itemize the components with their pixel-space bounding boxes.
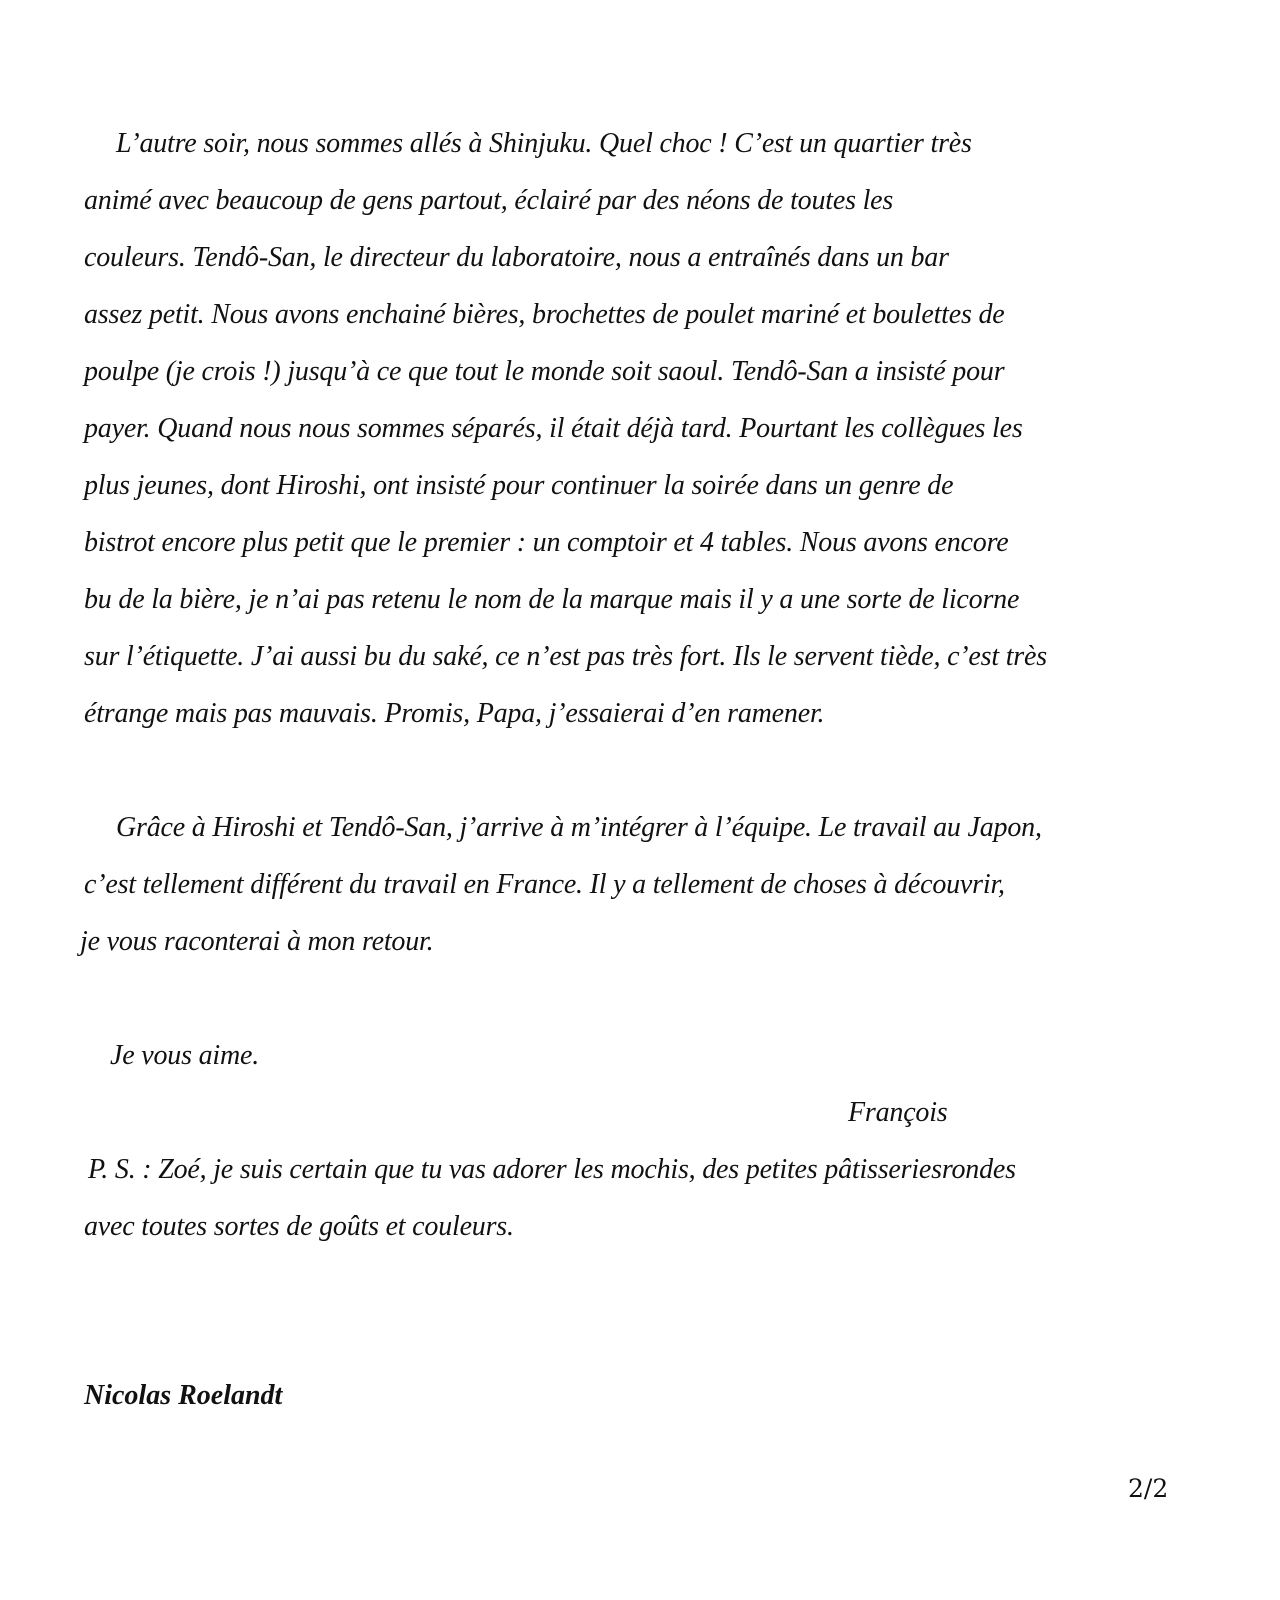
text-line: couleurs. Tendô-San, le directeur du laboratoire, nous a entraînés dans un bar [84,242,949,273]
text-line: assez petit. Nous avons enchainé bières, brochettes de poulet mariné et boulettes de [84,299,1005,330]
text-line: bistrot encore plus petit que le premier : un comptoir et 4 tables. Nous avons encore [84,527,1009,558]
text-line: L’autre soir, nous sommes allés à Shinjuku. Quel choc ! C’est un quartier très [116,128,972,159]
text-line: animé avec beaucoup de gens partout, éclairé par des néons de toutes les [84,185,894,216]
closing-line: Je vous aime. [110,1040,260,1071]
text-line: je vous raconterai à mon retour. [80,926,434,957]
signature: François [848,1097,948,1128]
text-line: Grâce à Hiroshi et Tendô-San, j’arrive à m’intégrer à l’équipe. Le travail au Japon, [116,812,1042,843]
text-line: sur l’étiquette. J’ai aussi bu du saké, ce n’est pas très fort. Ils le servent tiède, c’est très [84,641,1047,672]
text-line: avec toutes sortes de goûts et couleurs. [84,1211,514,1242]
text-line: P. S. : Zoé, je suis certain que tu vas adorer les mochis, des petites pâtisseriesrondes [88,1154,1016,1185]
text-line: payer. Quand nous nous sommes séparés, il était déjà tard. Pourtant les collègues les [84,413,1023,444]
text-line: bu de la bière, je n’ai pas retenu le nom de la marque mais il y a une sorte de licorne [84,584,1020,615]
text-line: poulpe (je crois !) jusqu’à ce que tout le monde soit saoul. Tendô-San a insisté pour [84,356,1005,387]
text-line: plus jeunes, dont Hiroshi, ont insisté pour continuer la soirée dans un genre de [84,470,954,501]
text-line: c’est tellement différent du travail en France. Il y a tellement de choses à découvrir, [84,869,1005,900]
text-line: étrange mais pas mauvais. Promis, Papa, j’essaierai d’en ramener. [84,698,825,729]
author-name: Nicolas Roelandt [84,1380,283,1411]
page-number: 2/2 [1128,1474,1169,1503]
